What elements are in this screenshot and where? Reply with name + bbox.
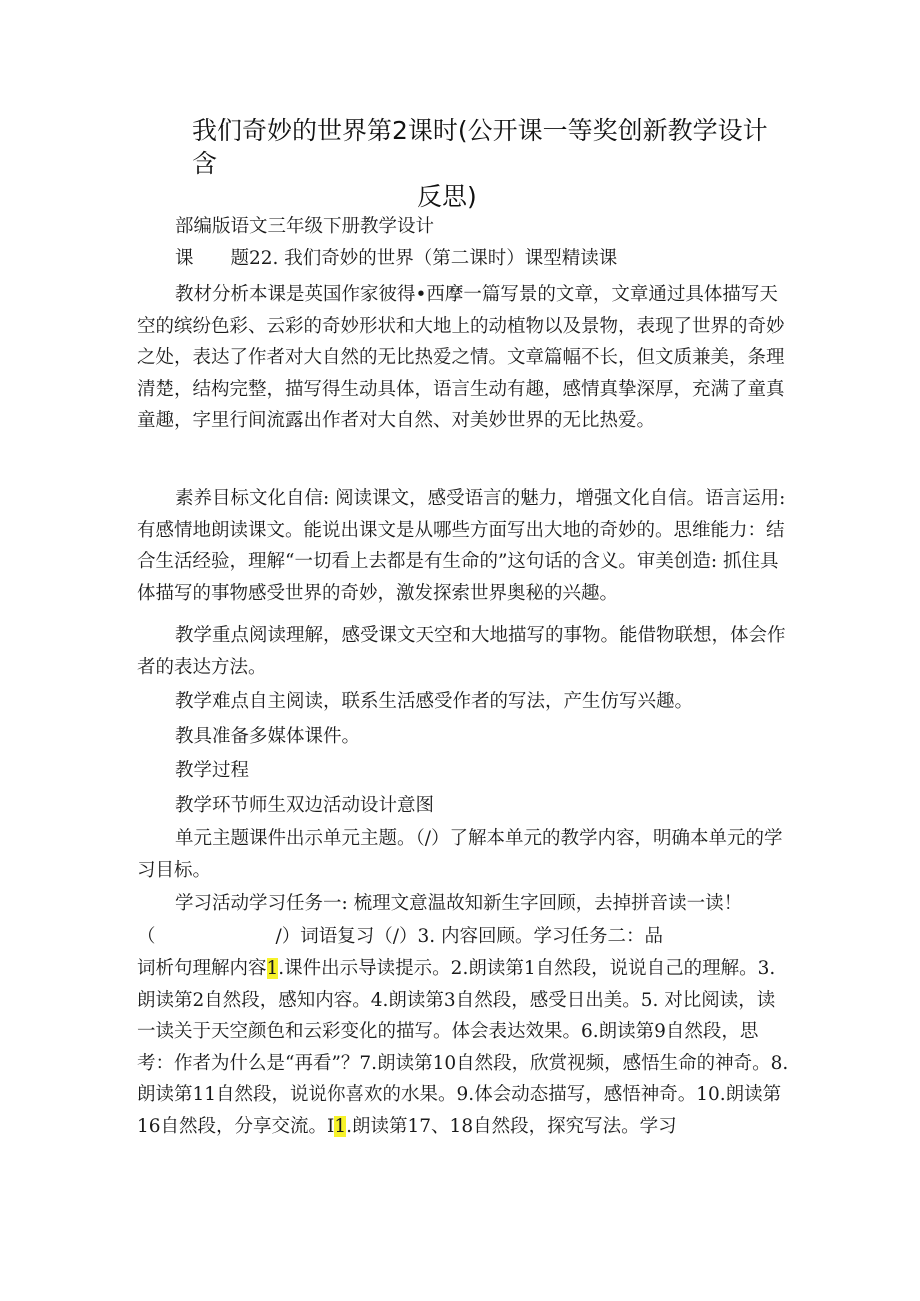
highlight-2: 1: [334, 1115, 347, 1137]
activity-paragraph: [137, 953, 792, 1143]
activity-line-2-rest: /）词语复习（/）3. 内容回顾。学习任务二：品: [275, 926, 664, 947]
lesson-line: 课 题22. 我们奇妙的世界（第二课时）课型精读课: [175, 248, 618, 269]
activity-lead: 词析句理解内容: [137, 958, 267, 979]
tools-paragraph: 教具准备多媒体课件。: [175, 726, 361, 747]
subtitle: 部编版语文三年级下册教学设计: [175, 216, 435, 237]
table-header: 教学环节师生双边活动设计意图: [175, 795, 435, 816]
highlight-1: 1: [266, 958, 279, 979]
activity-body: .课件出示导读提示。2.朗读第1自然段，说说自己的理解。3.朗读第2自然段，感知内容。4.朗读第3自然段，感受日出美。5. 对比阅读，读一读关于天空颜色和云彩变化的描写。体会表达效果。6.朗读第9自然段，思考：作者为什么是“再看”？7.朗读第10自然段，欣赏视频，感悟生命的神奇。8.朗读第11自然段，说说你喜欢的水果。9.体会动态描写，感悟神奇。10.朗读第16自然段，分享交流。I: [137, 958, 789, 1137]
goals-paragraph: 素养目标文化自信: 阅读课文，感受语言的魅力，增强文化自信。语言运用: 有感情地朗读课文。能说出课文是从哪些方面写出大地的奇妙的。思维能力：结合生活经验，理解“一切看上去都是有生命的”这句话的含义。审美创造: 抓住具体描写的事物感受世界的奇妙，激发探索世界奥秘的兴趣。: [137, 488, 786, 604]
difficulties-paragraph: 教学难点自主阅读，联系生活感受作者的写法，产生仿写兴趣。: [175, 691, 694, 712]
title-line-1: 我们奇妙的世界第2课时(公开课一等奖创新教学设计含: [192, 116, 768, 178]
activity-line-1: 学习活动学习任务一: 梳理文意温故知新生字回顾，去掉拼音读一读！: [175, 893, 743, 914]
document-title: [192, 114, 792, 213]
analysis-paragraph: 教材分析本课是英国作家彼得•西摩一篇写景的文章，文章通过具体描写天空的缤纷色彩、云彩的奇妙形状和大地上的动植物以及景物，表现了世界的奇妙之处，表达了作者对大自然的无比热爱之情。文章篇幅不长，但文质兼美，条理清楚，结构完整，描写得生动具体，语言生动有趣，感情真挚深厚，充满了童真童趣，字里行间流露出作者对大自然、对美妙世界的无比热爱。: [137, 284, 785, 432]
process-heading: 教学过程: [175, 760, 250, 781]
activity-line-2-open: （: [137, 926, 156, 947]
key-points-paragraph: 教学重点阅读理解，感受课文天空和大地描写的事物。能借物联想，体会作者的表达方法。: [137, 625, 786, 678]
unit-theme-paragraph: 单元主题课件出示单元主题。（/）了解本单元的教学内容，明确本单元的学习目标。: [137, 828, 783, 881]
activity-tail: .朗读第17、18自然段，探究写法。学习: [346, 1115, 677, 1137]
activity-line-2: [137, 921, 792, 953]
title-line-2: 反思): [417, 182, 477, 211]
